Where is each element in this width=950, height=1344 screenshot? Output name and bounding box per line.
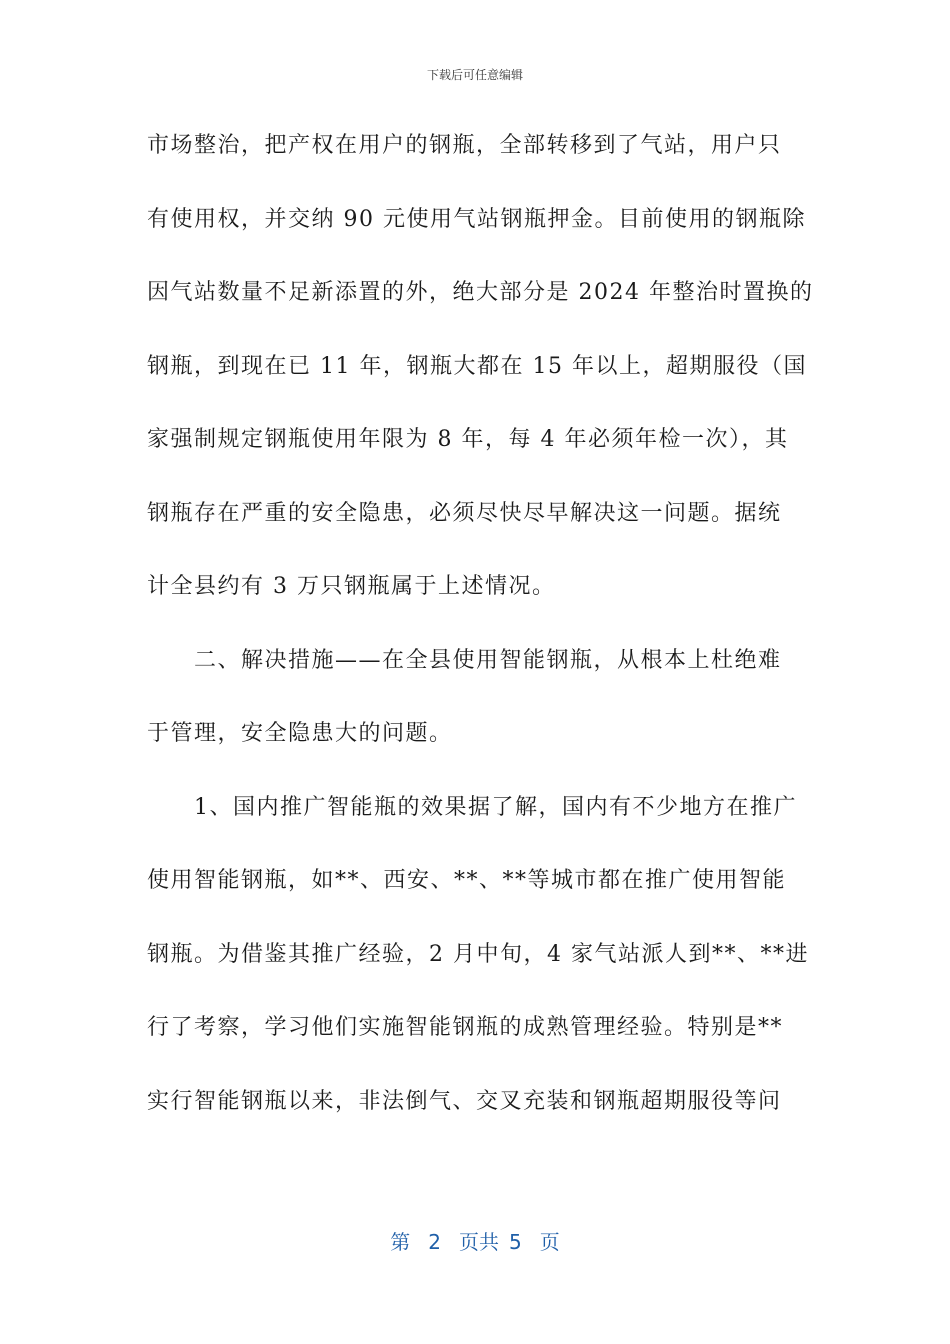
text-line: 计全县约有 3 万只钢瓶属于上述情况。 <box>147 574 556 599</box>
footer-page-number: 2 <box>428 1230 441 1254</box>
text-line: 1、国内推广智能瓶的效果据了解，国内有不少地方在推广 <box>147 794 797 820</box>
text-line: 市场整治，把产权在用户的钢瓶，全部转移到了气站，用户只 <box>147 133 782 158</box>
document-body <box>147 124 814 1153</box>
text-line: 有使用权，并交纳 90 元使用气站钢瓶押金。目前使用的钢瓶除 <box>147 206 806 232</box>
text-line: 钢瓶，到现在已 11 年，钢瓶大都在 15 年以上，超期服役（国 <box>147 353 807 379</box>
text-line: 钢瓶。为借鉴其推广经验，2 月中旬，4 家气站派人到**、**进 <box>147 941 809 967</box>
text-line: 二、解决措施——在全县使用智能钢瓶，从根本上杜绝难 <box>147 647 782 673</box>
text-line: 因气站数量不足新添置的外，绝大部分是 2024 年整治时置换的 <box>147 280 814 305</box>
text-line: 家强制规定钢瓶使用年限为 8 年，每 4 年必须年检一次），其 <box>147 427 789 452</box>
footer-total-pages: 5 <box>509 1230 522 1254</box>
page-footer <box>0 1226 950 1255</box>
text-line: 于管理，安全隐患大的问题。 <box>147 721 453 746</box>
footer-mid: 页共 <box>459 1230 499 1254</box>
footer-prefix: 第 <box>390 1230 411 1254</box>
text-line: 实行智能钢瓶以来，非法倒气、交叉充装和钢瓶超期服役等问 <box>147 1088 782 1114</box>
text-line: 钢瓶存在严重的安全隐患，必须尽快尽早解决这一问题。据统 <box>147 500 782 526</box>
text-line: 行了考察，学习他们实施智能钢瓶的成熟管理经验。特别是** <box>147 1015 784 1040</box>
text-line: 使用智能钢瓶，如**、西安、**、**等城市都在推广使用智能 <box>147 868 787 893</box>
footer-suffix: 页 <box>539 1230 560 1254</box>
page-header-note: 下载后可任意编辑 <box>426 68 523 82</box>
